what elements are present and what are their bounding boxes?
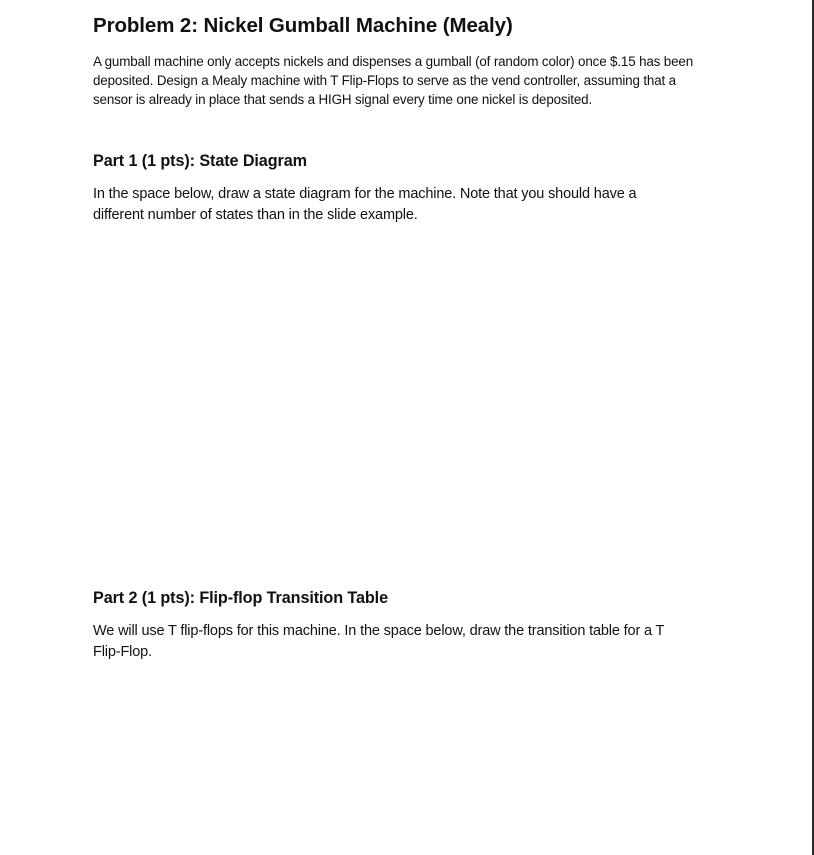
part2-line: We will use T flip-flops for this machine. In the space below, draw the transition table for a T: [93, 623, 665, 639]
part1-line: In the space below, draw a state diagram for the machine. Note that you should have a: [93, 186, 637, 202]
problem-intro: [93, 52, 733, 110]
part1-heading: Part 1 (1 pts): State Diagram: [93, 152, 307, 170]
part1-line: different number of states than in the slide example.: [93, 207, 418, 223]
part1-instructions: [93, 184, 733, 226]
transition-table-answer-space: [93, 668, 773, 848]
intro-line: sensor is already in place that sends a HIGH signal every time one nickel is deposited.: [93, 92, 593, 108]
state-diagram-answer-space: [93, 230, 773, 575]
part2-heading: Part 2 (1 pts): Flip-flop Transition Table: [93, 589, 388, 607]
part2-instructions: [93, 621, 733, 663]
intro-line: A gumball machine only accepts nickels and dispenses a gumball (of random color) once $.15 has been: [93, 54, 693, 69]
part2-line: Flip-Flop.: [93, 644, 152, 660]
problem-title: Problem 2: Nickel Gumball Machine (Mealy): [93, 14, 513, 37]
intro-line: deposited. Design a Mealy machine with T Flip-Flops to serve as the vend controller, assuming that a: [93, 73, 676, 89]
